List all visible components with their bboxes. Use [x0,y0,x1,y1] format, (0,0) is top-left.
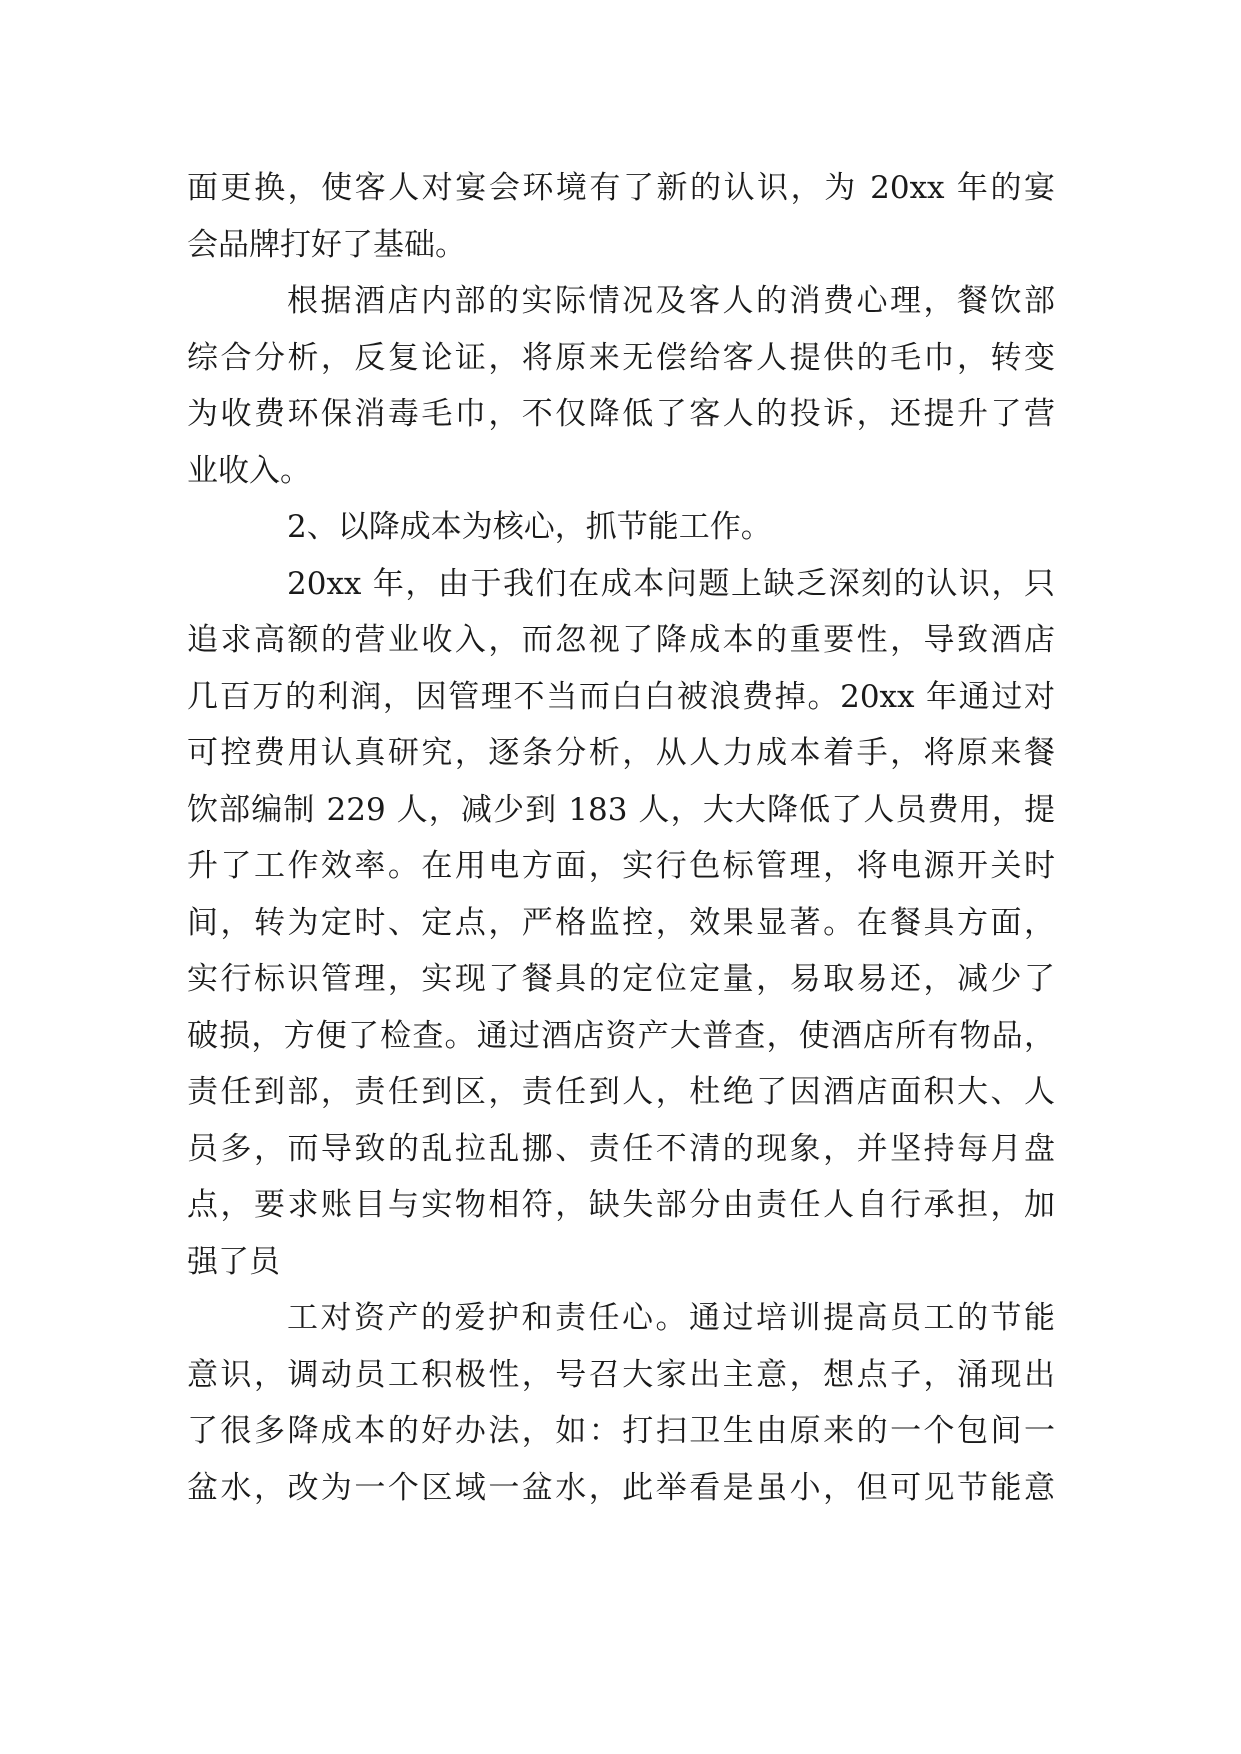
text-line: 实行标识管理，实现了餐具的定位定量，易取易还，减少了 [187,961,1055,997]
text-line: 工对资产的爱护和责任心。通过培训提高员工的节能 [287,1300,1055,1336]
text-line: 员多，而导致的乱拉乱挪、责任不清的现象，并坚持每月盘 [187,1130,1055,1167]
text-line: 会品牌打好了基础。 [187,226,466,263]
text-line: 20xx 年，由于我们在成本问题上缺乏深刻的认识，只 [287,565,1055,602]
text-line: 点，要求账目与实物相符，缺失部分由责任人自行承担，加 [187,1187,1055,1223]
text-line: 了很多降成本的好办法，如：打扫卫生由原来的一个包间一 [187,1413,1055,1449]
text-line: 意识，调动员工积极性，号召大家出主意，想点子，涌现出 [187,1356,1055,1393]
text-line: 综合分析，反复论证，将原来无偿给客人提供的毛巾，转变 [187,339,1055,376]
text-line: 盆水，改为一个区域一盆水，此举看是虽小，但可见节能意 [187,1469,1055,1506]
text-line: 间，转为定时、定点，严格监控，效果显著。在餐具方面， [187,904,1055,941]
text-line: 可控费用认真研究，逐条分析，从人力成本着手，将原来餐 [187,735,1055,771]
text-line: 饮部编制 229 人，减少到 183 人，大大降低了人员费用，提 [187,791,1055,828]
text-line: 强了员 [187,1243,280,1280]
text-line: 为收费环保消毒毛巾，不仅降低了客人的投诉，还提升了营 [187,396,1055,432]
text-line: 2、以降成本为核心，抓节能工作。 [287,509,772,545]
text-line: 追求高额的营业收入，而忽视了降成本的重要性，导致酒店 [187,622,1055,658]
text-line: 根据酒店内部的实际情况及客人的消费心理，餐饮部 [287,283,1055,319]
text-line: 业收入。 [187,452,311,489]
document-body-text [187,160,1055,1516]
text-line: 面更换，使客人对宴会环境有了新的认识，为 20xx 年的宴 [187,170,1055,206]
text-line: 几百万的利润，因管理不当而白白被浪费掉。20xx 年通过对 [187,678,1055,715]
text-line: 升了工作效率。在用电方面，实行色标管理，将电源开关时 [187,848,1055,884]
text-line: 责任到部，责任到区，责任到人，杜绝了因酒店面积大、人 [187,1074,1055,1110]
text-line: 破损，方便了检查。通过酒店资产大普查，使酒店所有物品， [187,1017,1055,1054]
